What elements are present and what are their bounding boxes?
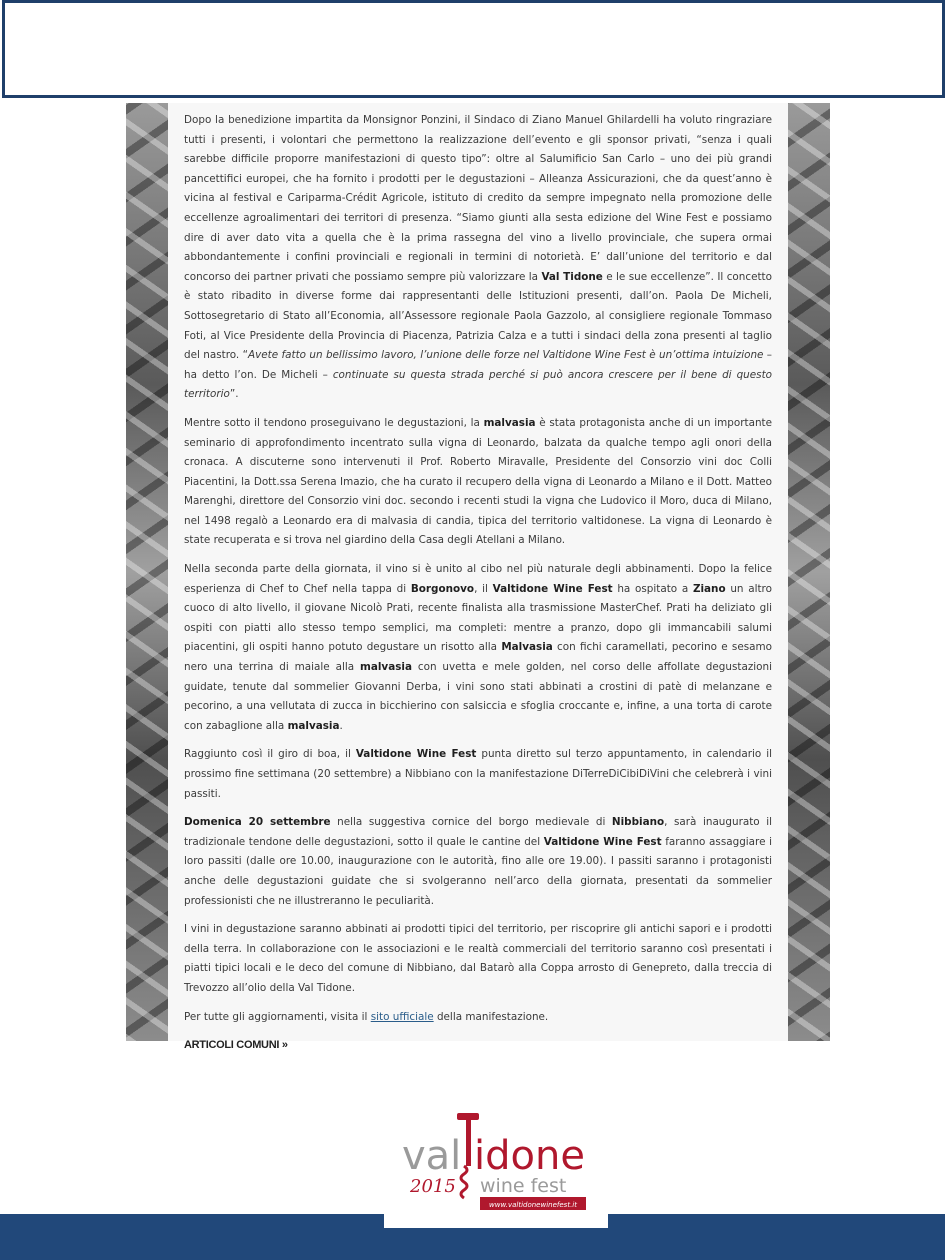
text-run: Mentre sotto il tendono proseguivano le degustazioni, la [184, 416, 484, 429]
text-run: con fichi caramellati, pecorino e sesamo nero una terrina di maiale alla [184, 641, 772, 674]
text-run: – ha detto l’on. De Micheli – [184, 349, 772, 381]
header-box [2, 0, 945, 98]
related-articles-link[interactable]: ARTICOLI COMUNI » [184, 1039, 288, 1052]
bold-text: Domenica 20 settembre [184, 816, 331, 829]
text-run: . [339, 719, 343, 732]
article-paragraph [184, 414, 772, 551]
text-run: ha ospitato a [612, 582, 693, 595]
article-paragraph [184, 745, 772, 804]
text-run: un altro cuoco di alto livello, il giovane Nicolò Prati, recente finalista alla trasmissione MasterChef. Prati ha deliziato gli ospiti con piatti allo stesso tempo semplici, ma completi: mentre a pranzo, dopo gli immancabili salumi piacentini, gli ospiti hanno potuto degustare un risotto alla [184, 582, 772, 654]
bold-text: malvasia [360, 661, 412, 674]
italic-quote: continuate su questa strada perché si può ancora crescere per il bene di questo territorio [184, 368, 772, 401]
article-paragraph [184, 920, 772, 998]
text-run: nella suggestiva cornice del borgo medievale di [330, 816, 612, 829]
text-run: Per tutte gli aggiornamenti, visita il [184, 1010, 371, 1023]
bold-text: Valtidone Wine Fest [492, 582, 613, 595]
text-run: , sarà inaugurato il tradizionale tendone delle degustazioni, sotto il quale le cantine del [184, 816, 772, 848]
text-run: e le sue eccellenze”. Il concetto è stato ribadito in diverse forme dai rappresentanti delle Istituzioni presenti, dall’on. Paola De Micheli, Sottosegretario di Stato all’Economia, all’Assessore regionale Paola Gazzolo, al consigliere regionale Tommaso Foti, al Vice Presidente della Provincia di Piacenza, Patrizia Calza e a tutti i sindaci della zona presenti al taglio del nastro. “ [184, 270, 772, 362]
bold-text: Malvasia [501, 641, 553, 654]
text-run: ”. [229, 388, 239, 401]
bold-text: Valtidone Wine Fest [355, 748, 477, 761]
text-run: Dopo la benedizione impartita da Monsignor Ponzini, il Sindaco di Ziano Manuel Ghilardelli ha voluto ringraziare tutti i presenti, i volontari che permettono la realizzazione dell’evento e gli sponsor privati, “senza i quali sarebbe difficile proporre manifestazioni di questo tipo”: oltre al Salumificio San Carlo – uno dei più grandi pancettifici europei, che ha fornito i prodotti per le degustazioni – Alleanza Assicurazioni, che da quest’anno è vicina al festival e Cariparma-Crédit Agricole, istituto di credito da sempre impegnato nella promozione delle eccellenze agroalimentari dei territori di presenza. “Siamo giunti alla sesta edizione del Wine Fest e possiamo dire di aver dato vita a quella che è la prima rassegna del vino a livello provinciale, che supera ormai abbondantemente i confini provinciali e regionali in termini di notorietà. E’ dall’unione del territorio e dal concorso dei partner privati che possiamo sempre più valorizzare la [184, 114, 772, 283]
bold-text: Ziano [692, 582, 726, 595]
logo-word-left: val [402, 1133, 462, 1179]
text-run: con uvetta e mele golden, nel corso delle affollate degustazioni guidate, tenute dal sommelier Giovanni Derba, i vini sono stati abbinati a crostini di patè di melanzane e pecorino, a una vellutata di zucca in bicchierino con salsiccia e sfoglia croccante e, infine, a una torta di carote con zabaglione alla [184, 661, 772, 732]
bold-text: malvasia [483, 416, 536, 429]
article-paragraph [184, 813, 772, 911]
article-paragraph [184, 1008, 772, 1028]
text-run: è stata protagonista anche di un importante seminario di approfondimento incentrato sulla vigna di Leonardo, balzata da qualche tempo agli onori della cronaca. A discuterne sono intervenuti il Prof. Roberto Miravalle, Presidente del Consorzio vini doc Colli Piacentini, la Dott.ssa Serena Imazio, che ha curato il recupero della vigna di Leonardo a Milano e il Dott. Matteo Marenghi, direttore del Consorzio vini doc. secondo i recenti studi la vigna che Ludovico il Moro, duca di Milano, nel 1498 regalò a Leonardo era di malvasia di candia, tipica del territorio valtidonese. La vigna di Leonardo è state recuperata e si trova nel giardino della Casa degli Atellani a Milano. [184, 416, 772, 547]
article-body [168, 103, 788, 1052]
text-run: Nella seconda parte della giornata, il vino si è unito al cibo nel più naturale degli abbinamenti. Dopo la felice esperienza di Chef to Chef nella tappa di [184, 563, 772, 595]
official-site-link[interactable]: sito ufficiale [370, 1010, 434, 1023]
logo-year: 2015 [410, 1176, 456, 1197]
bold-text: malvasia [287, 719, 340, 732]
logo-word-right: idone [474, 1133, 585, 1179]
text-run: della manifestazione. [433, 1010, 549, 1023]
logo-url[interactable]: www.valtidonewinefest.it [489, 1201, 577, 1209]
bold-text: Borgonovo [410, 582, 475, 595]
logo-subtitle: wine fest [480, 1175, 567, 1197]
text-run: Raggiunto così il giro di boa, il [184, 748, 356, 761]
bold-text: Valtidone Wine Fest [543, 835, 662, 848]
valtidone-logo [384, 1108, 608, 1228]
text-run: , il [474, 582, 493, 595]
text-run: punta diretto sul terzo appuntamento, in calendario il prossimo fine settimana (20 settembre) a Nibbiano con la manifestazione DiTerreDiCibiDiVini che celebrerà i vini passiti. [184, 748, 772, 800]
text-run: I vini in degustazione saranno abbinati ai prodotti tipici del territorio, per riscoprire gli antichi sapori e i prodotti della terra. In collaborazione con le associazioni e le realtà commerciali del territorio saranno così presentati i piatti tipici locali e le deco del comune di Nibbiano, dal Batarò alla Coppa arrosto di Genepreto, dalla treccia di Trevozzo all’olio della Val Tidone. [184, 923, 772, 994]
article-screenshot [126, 103, 830, 1052]
logo-graphic [384, 1108, 608, 1228]
text-run: faranno assaggiare i loro passiti (dalle ore 10.00, inaugurazione con le autorità, fino alle ore 19.00). I passiti saranno i protagonisti anche delle degustazioni guidate che si svolgeranno nell’arco della giornata, presentati da sommelier professionisti che ne illustreranno le peculiarità. [184, 835, 772, 907]
article-paragraph [184, 560, 772, 736]
bold-text: Val Tidone [541, 270, 603, 283]
article-paragraph [184, 111, 772, 405]
bold-text: Nibbiano [611, 816, 665, 829]
italic-quote: Avete fatto un bellissimo lavoro, l’unione delle forze nel Valtidone Wine Fest è un’ottima intuizione [247, 349, 764, 362]
